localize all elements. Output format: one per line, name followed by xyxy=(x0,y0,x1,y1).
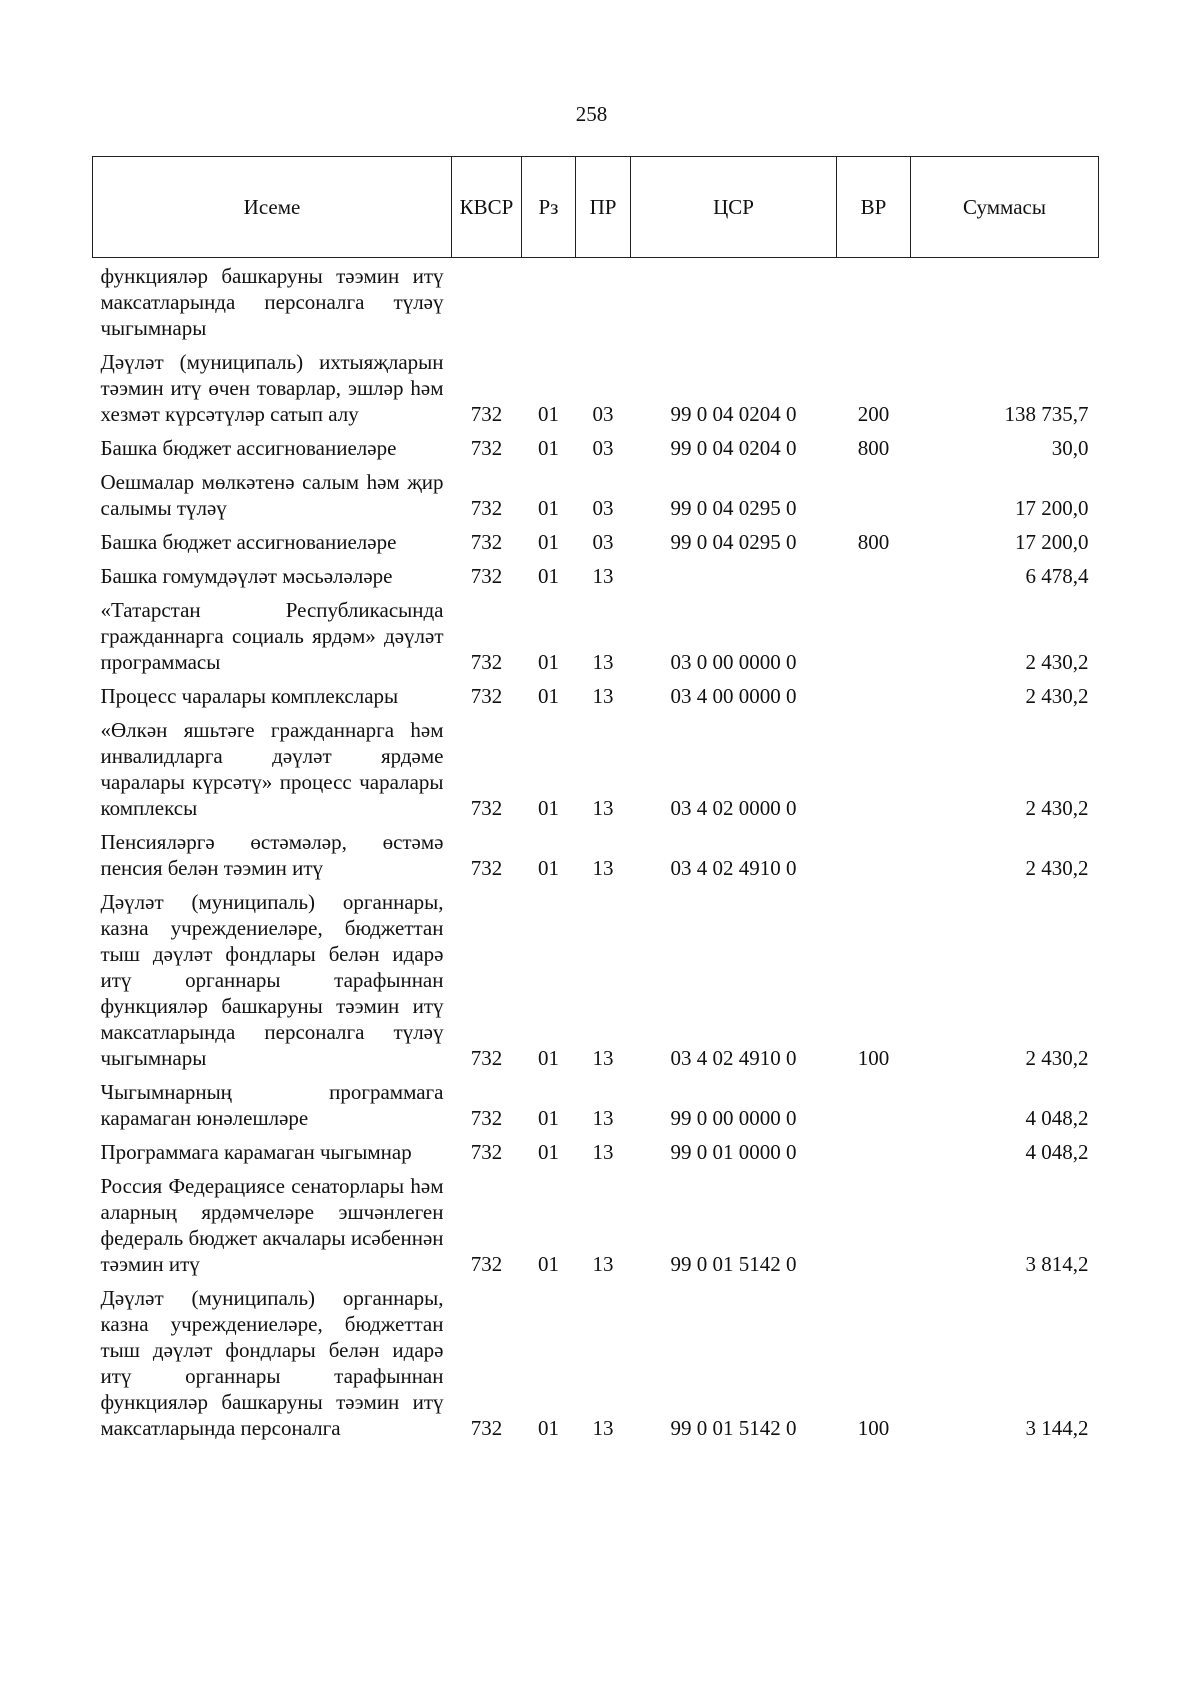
cell-rz: 01 xyxy=(538,1252,559,1276)
cell-vr: 100 xyxy=(857,1046,890,1070)
table-body xyxy=(93,258,1099,1445)
cell-kvsr: 732 xyxy=(470,436,503,460)
cell-name: Программага карамаган чыгымнар xyxy=(100,1140,412,1164)
cell-name: функцияләр башкаруны тәэмин итү максатларында персоналга түләү чыгымнары xyxy=(100,264,444,340)
cell-vr xyxy=(837,678,911,712)
cell-name: Дәүләт (муниципаль) органнары, казна учреждениеләре, бюджеттан тыш дәүләт фондлары белән идарә итү органнары тарафыннан функцияләр башкаруны тәэмин итү максатларында персоналга түләү чыгымнары xyxy=(100,890,444,1070)
cell-pr: 13 xyxy=(592,1416,614,1440)
cell-pr: 03 xyxy=(592,530,614,554)
cell-name: Оешмалар мөлкәтенә салым һәм җир салымы түләү xyxy=(100,470,444,520)
table-row xyxy=(93,824,1099,884)
cell-pr: 13 xyxy=(592,1140,614,1164)
table-row xyxy=(93,1074,1099,1134)
cell-vr xyxy=(837,592,911,678)
cell-sum: 4 048,2 xyxy=(1025,1106,1089,1130)
cell-kvsr: 732 xyxy=(470,1252,503,1276)
cell-csr: 99 0 01 0000 0 xyxy=(670,1140,797,1164)
table-row xyxy=(93,1134,1099,1168)
cell-pr: 13 xyxy=(592,650,614,674)
cell-rz: 01 xyxy=(538,650,559,674)
cell-csr xyxy=(631,558,837,592)
cell-sum: 17 200,0 xyxy=(1015,496,1089,520)
page-number: 258 xyxy=(575,102,608,126)
cell-sum: 2 430,2 xyxy=(1025,684,1089,708)
cell-kvsr: 732 xyxy=(470,856,503,880)
cell-rz: 01 xyxy=(538,796,559,820)
cell-pr: 13 xyxy=(592,564,614,588)
cell-rz: 01 xyxy=(538,1046,559,1070)
table-row xyxy=(93,884,1099,1074)
cell-vr xyxy=(837,712,911,824)
table-row xyxy=(93,258,1099,345)
cell-kvsr: 732 xyxy=(470,1140,503,1164)
cell-sum: 138 735,7 xyxy=(1004,402,1089,426)
budget-table xyxy=(92,156,1099,1444)
cell-rz xyxy=(522,258,576,345)
table-row xyxy=(93,558,1099,592)
cell-sum: 6 478,4 xyxy=(1025,564,1089,588)
cell-kvsr: 732 xyxy=(470,1106,503,1130)
table-row xyxy=(93,592,1099,678)
cell-sum: 17 200,0 xyxy=(1015,530,1089,554)
cell-name: Башка гомумдәүләт мәсьәләләре xyxy=(100,564,393,588)
cell-csr: 99 0 01 5142 0 xyxy=(670,1252,797,1276)
cell-sum xyxy=(911,258,1099,345)
cell-vr: 100 xyxy=(857,1416,890,1440)
cell-vr xyxy=(837,1168,911,1280)
cell-csr: 03 0 00 0000 0 xyxy=(670,650,797,674)
budget-table-container xyxy=(92,156,1098,1444)
table-row xyxy=(93,524,1099,558)
cell-rz: 01 xyxy=(538,1416,559,1440)
cell-vr: 800 xyxy=(857,530,890,554)
column-header-sum: Суммасы xyxy=(911,157,1099,258)
cell-name: Процесс чаралары комплекслары xyxy=(100,684,399,708)
cell-kvsr: 732 xyxy=(470,1416,503,1440)
table-row xyxy=(93,464,1099,524)
cell-kvsr: 732 xyxy=(470,650,503,674)
cell-rz: 01 xyxy=(538,496,559,520)
table-row xyxy=(93,344,1099,430)
cell-kvsr: 732 xyxy=(470,796,503,820)
cell-sum: 2 430,2 xyxy=(1025,856,1089,880)
cell-pr: 13 xyxy=(592,1252,614,1276)
cell-csr: 99 0 04 0295 0 xyxy=(670,530,797,554)
column-header-name: Исеме xyxy=(93,157,452,258)
cell-pr: 03 xyxy=(592,402,614,426)
cell-pr: 03 xyxy=(592,496,614,520)
cell-rz: 01 xyxy=(538,402,559,426)
cell-name: Чыгымнарның программага карамаган юнәлешләре xyxy=(100,1080,444,1130)
cell-name: Башка бюджет ассигнованиеләре xyxy=(100,436,397,460)
cell-kvsr: 732 xyxy=(470,684,503,708)
cell-csr: 03 4 02 4910 0 xyxy=(670,856,797,880)
cell-kvsr: 732 xyxy=(470,496,503,520)
cell-rz: 01 xyxy=(538,1106,559,1130)
cell-vr xyxy=(837,824,911,884)
cell-sum: 2 430,2 xyxy=(1025,1046,1089,1070)
cell-name: «Татарстан Республикасында гражданнарга социаль ярдәм» дәүләт программасы xyxy=(100,598,444,674)
cell-name: Пенсияләргә өстәмәләр, өстәмә пенсия белән тәэмин итү xyxy=(100,830,444,880)
cell-sum: 3 814,2 xyxy=(1025,1252,1089,1276)
cell-pr: 03 xyxy=(592,436,614,460)
column-header-rz: Рз xyxy=(522,157,576,258)
cell-sum: 30,0 xyxy=(1051,436,1089,460)
cell-rz: 01 xyxy=(538,530,559,554)
cell-name: Россия Федерациясе сенаторлары һәм аларның ярдәмчеләре эшчәнлеген федераль бюджет акчалары исәбеннән тәэмин итү xyxy=(100,1174,444,1276)
cell-csr: 03 4 02 4910 0 xyxy=(670,1046,797,1070)
table-row xyxy=(93,1168,1099,1280)
cell-vr xyxy=(837,258,911,345)
cell-csr: 99 0 04 0204 0 xyxy=(670,402,797,426)
cell-csr xyxy=(631,258,837,345)
cell-csr: 03 4 02 0000 0 xyxy=(670,796,797,820)
table-row xyxy=(93,712,1099,824)
cell-name: «Өлкән яшьтәге гражданнарга һәм инвалидларга дәүләт ярдәме чаралары күрсәтү» процесс чаралары комплексы xyxy=(100,718,444,820)
cell-vr: 200 xyxy=(857,402,890,426)
cell-pr xyxy=(576,258,631,345)
cell-rz: 01 xyxy=(538,1140,559,1164)
table-row xyxy=(93,1280,1099,1444)
cell-csr: 99 0 00 0000 0 xyxy=(670,1106,797,1130)
table-row xyxy=(93,678,1099,712)
cell-rz: 01 xyxy=(538,856,559,880)
cell-pr: 13 xyxy=(592,856,614,880)
cell-csr: 03 4 00 0000 0 xyxy=(670,684,797,708)
cell-pr: 13 xyxy=(592,1106,614,1130)
cell-name: Башка бюджет ассигнованиеләре xyxy=(100,530,397,554)
cell-kvsr: 732 xyxy=(470,402,503,426)
cell-sum: 2 430,2 xyxy=(1025,796,1089,820)
cell-vr xyxy=(837,1134,911,1168)
cell-vr xyxy=(837,558,911,592)
cell-sum: 2 430,2 xyxy=(1025,650,1089,674)
cell-rz: 01 xyxy=(538,436,559,460)
cell-vr: 800 xyxy=(857,436,890,460)
column-header-vr: ВР xyxy=(837,157,911,258)
cell-vr xyxy=(837,464,911,524)
cell-csr: 99 0 04 0295 0 xyxy=(670,496,797,520)
cell-pr: 13 xyxy=(592,796,614,820)
cell-pr: 13 xyxy=(592,1046,614,1070)
cell-rz: 01 xyxy=(538,684,559,708)
cell-pr: 13 xyxy=(592,684,614,708)
cell-name: Дәүләт (муниципаль) органнары, казна учреждениеләре, бюджеттан тыш дәүләт фондлары белән идарә итү органнары тарафыннан функцияләр башкаруны тәэмин итү максатларында персоналга xyxy=(100,1286,444,1440)
cell-csr: 99 0 01 5142 0 xyxy=(670,1416,797,1440)
column-header-kvsr: КВСР xyxy=(452,157,522,258)
cell-kvsr: 732 xyxy=(470,1046,503,1070)
cell-name: Дәүләт (муниципаль) ихтыяҗларын тәэмин итү өчен товарлар, эшләр һәм хезмәт күрсәтүләр сатып алу xyxy=(100,350,444,426)
cell-csr: 99 0 04 0204 0 xyxy=(670,436,797,460)
cell-kvsr: 732 xyxy=(470,530,503,554)
cell-sum: 3 144,2 xyxy=(1025,1416,1089,1440)
cell-kvsr xyxy=(452,258,522,345)
cell-sum: 4 048,2 xyxy=(1025,1140,1089,1164)
column-header-csr: ЦСР xyxy=(631,157,837,258)
cell-rz: 01 xyxy=(538,564,559,588)
table-header-row xyxy=(93,157,1099,258)
cell-kvsr: 732 xyxy=(470,564,503,588)
cell-vr xyxy=(837,1074,911,1134)
column-header-pr: ПР xyxy=(576,157,631,258)
table-row xyxy=(93,430,1099,464)
